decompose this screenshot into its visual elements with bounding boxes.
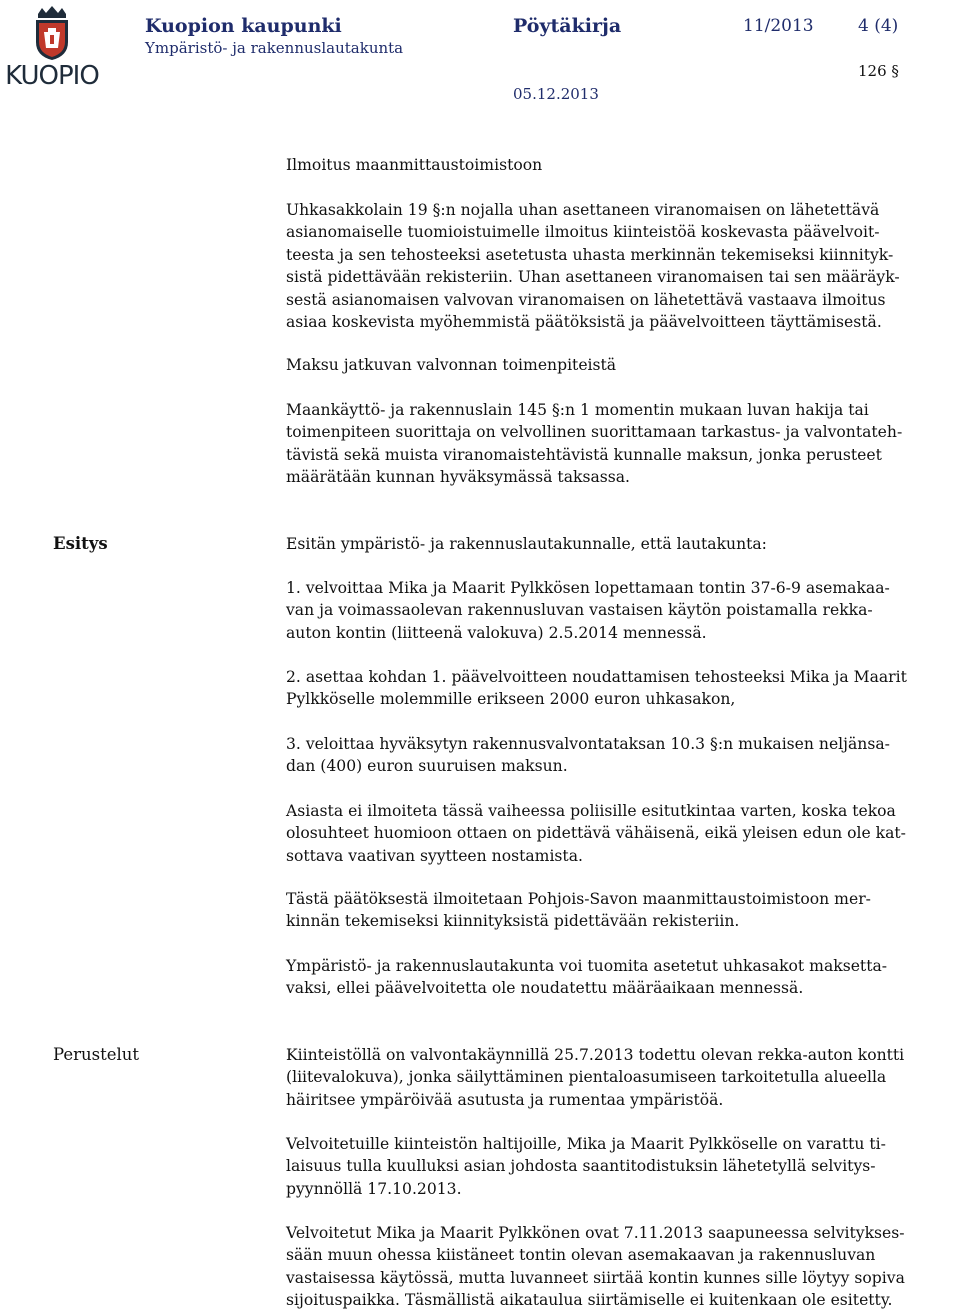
department-name: Ympäristö- ja rakennuslautakunta bbox=[145, 39, 404, 57]
paragraph-line: Kiinteistöllä on valvontakäynnillä 25.7.2013 todettu olevan rekka-auton kontti bbox=[286, 1046, 905, 1064]
esitys-item-1 bbox=[286, 577, 958, 644]
kuopio-logo bbox=[4, 4, 100, 90]
paragraph-line: Velvoitetut Mika ja Maarit Pylkkönen ovat 7.11.2013 saapuneessa selvitykses- bbox=[286, 1224, 905, 1242]
paragraph-line: 2. asettaa kohdan 1. päävelvoitteen noudattamisen tehosteeksi Mika ja Maarit bbox=[286, 668, 907, 686]
paragraph-line: Velvoitetuille kiinteistön haltijoille, Mika ja Maarit Pylkköselle on varattu ti- bbox=[286, 1135, 886, 1153]
ilmoitus-paragraph bbox=[286, 199, 958, 333]
paragraph-line: vastaisessa käytössä, mutta luvanneet siirtää kontin kunnes sille löytyy sopiva bbox=[286, 1268, 905, 1287]
paragraph-line: pyynnöllä 17.10.2013. bbox=[286, 1179, 462, 1198]
paragraph-line: sottava vaativan syytteen nostamista. bbox=[286, 846, 583, 865]
esitys-intro bbox=[286, 533, 958, 555]
esitys-label: Esitys bbox=[53, 534, 108, 553]
paragraph-line: sään muun ohessa kiistäneet tontin olevan asemakaavan ja rakennusluvan bbox=[286, 1246, 876, 1265]
paragraph-line: sestä asianomaisen valvovan viranomaisen on lähetettävä vastaava ilmoitus bbox=[286, 290, 886, 309]
paragraph-line: asiaa koskevista myöhemmistä päätöksistä ja päävelvoitteen täyttämisestä. bbox=[286, 313, 882, 332]
maksu-paragraph bbox=[286, 399, 958, 489]
paragraph-line: teesta ja sen tehosteeksi asetetusta uhasta merkinnän tekemiseksi kiinnityk- bbox=[286, 245, 894, 264]
paragraph-line: Tästä päätöksestä ilmoitetaan Pohjois-Savon maanmittaustoimistoon mer- bbox=[286, 890, 871, 908]
paragraph-line: Asiasta ei ilmoiteta tässä vaiheessa poliisille esitutkintaa varten, koska tekoa bbox=[286, 802, 896, 820]
paragraph-line: dan (400) euron suuruisen maksun. bbox=[286, 757, 568, 776]
perustelut-paragraph-1 bbox=[286, 1044, 958, 1111]
document-number: 11/2013 bbox=[743, 16, 814, 36]
paragraph-line: häiritsee ympäröivää asutusta ja rumentaa ympäristöä. bbox=[286, 1090, 724, 1109]
paragraph-line: Uhkasakkolain 19 §:n nojalla uhan asettaneen viranomaisen on lähetettävä bbox=[286, 201, 880, 219]
organization-name: Kuopion kaupunki bbox=[145, 15, 342, 37]
paragraph-line: määrätään kunnan hyväksymässä taksassa. bbox=[286, 468, 630, 487]
coat-of-arms-icon bbox=[4, 4, 100, 62]
logo-text: KUOPIO bbox=[5, 61, 99, 91]
paragraph-line: Ympäristö- ja rakennuslautakunta voi tuomita asetetut uhkasakot maksetta- bbox=[286, 957, 888, 975]
paragraph-line: vaksi, ellei päävelvoitetta ole noudatettu määräaikaan mennessä. bbox=[286, 979, 804, 998]
paragraph-line: laisuus tulla kuulluksi asian johdosta saantitodistuksin lähetetyllä selvitys- bbox=[286, 1157, 876, 1176]
paragraph-line: toimenpiteen suorittaja on velvollinen suorittamaan tarkastus- ja valvontateh- bbox=[286, 423, 903, 442]
paragraph-line: auton kontin (liitteenä valokuva) 2.5.2014 mennessä. bbox=[286, 623, 707, 642]
document-type: Pöytäkirja bbox=[513, 15, 622, 37]
esitys-item-2 bbox=[286, 666, 958, 711]
tuomita-paragraph bbox=[286, 955, 958, 1000]
ilmoitetaan-paragraph bbox=[286, 888, 958, 933]
perustelut-paragraph-3 bbox=[286, 1222, 958, 1312]
esitys-item-3 bbox=[286, 733, 958, 778]
paragraph-line: tävistä sekä muista viranomaistehtävistä kunnalle maksun, jonka perusteet bbox=[286, 445, 882, 464]
meeting-date: 05.12.2013 bbox=[513, 85, 599, 103]
paragraph-line: kinnän tekemiseksi kiinnityksistä pidettävään rekisteriin. bbox=[286, 912, 740, 931]
paragraph-line: sijoituspaikka. Täsmällistä aikataulua siirtämiselle ei kuitenkaan ole esitetty. bbox=[286, 1291, 893, 1310]
perustelut-paragraph-2 bbox=[286, 1133, 958, 1200]
page-number: 4 (4) bbox=[858, 16, 899, 36]
paragraph-line: van ja voimassaolevan rakennusluvan vastaisen käytön poistamalla rekka- bbox=[286, 601, 873, 620]
perustelut-label: Perustelut bbox=[53, 1045, 140, 1064]
paragraph-line: olosuhteet huomioon ottaen on pidettävä vähäisenä, eikä yleisen edun ole kat- bbox=[286, 824, 906, 843]
paragraph-line: Esitän ympäristö- ja rakennuslautakunnalle, että lautakunta: bbox=[286, 535, 767, 553]
heading-text: Ilmoitus maanmittaustoimistoon bbox=[286, 156, 543, 174]
ilmoitus-heading bbox=[286, 154, 958, 176]
paragraph-line: Pylkköselle molemmille erikseen 2000 euron uhkasakon, bbox=[286, 690, 736, 709]
maksu-heading bbox=[286, 354, 958, 376]
paragraph-line: Maankäyttö- ja rakennuslain 145 §:n 1 momentin mukaan luvan hakija tai bbox=[286, 401, 869, 419]
paragraph-line: asianomaiselle tuomioistuimelle ilmoitus kiinteistöä koskevasta päävelvoit- bbox=[286, 223, 880, 242]
paragraph-line: 1. velvoittaa Mika ja Maarit Pylkkösen lopettamaan tontin 37-6-9 asemakaa- bbox=[286, 579, 890, 597]
paragraph-number: 126 § bbox=[858, 62, 899, 80]
poliisi-paragraph bbox=[286, 800, 958, 867]
paragraph-line: 3. veloittaa hyväksytyn rakennusvalvontataksan 10.3 §:n mukaisen neljänsa- bbox=[286, 735, 890, 753]
paragraph-line: sistä pidettävään rekisteriin. Uhan asettaneen viranomaisen tai sen määräyk- bbox=[286, 268, 900, 287]
heading-text: Maksu jatkuvan valvonnan toimenpiteistä bbox=[286, 356, 617, 374]
paragraph-line: (liitevalokuva), jonka säilyttäminen pientaloasumiseen tarkoitetulla alueella bbox=[286, 1068, 887, 1087]
